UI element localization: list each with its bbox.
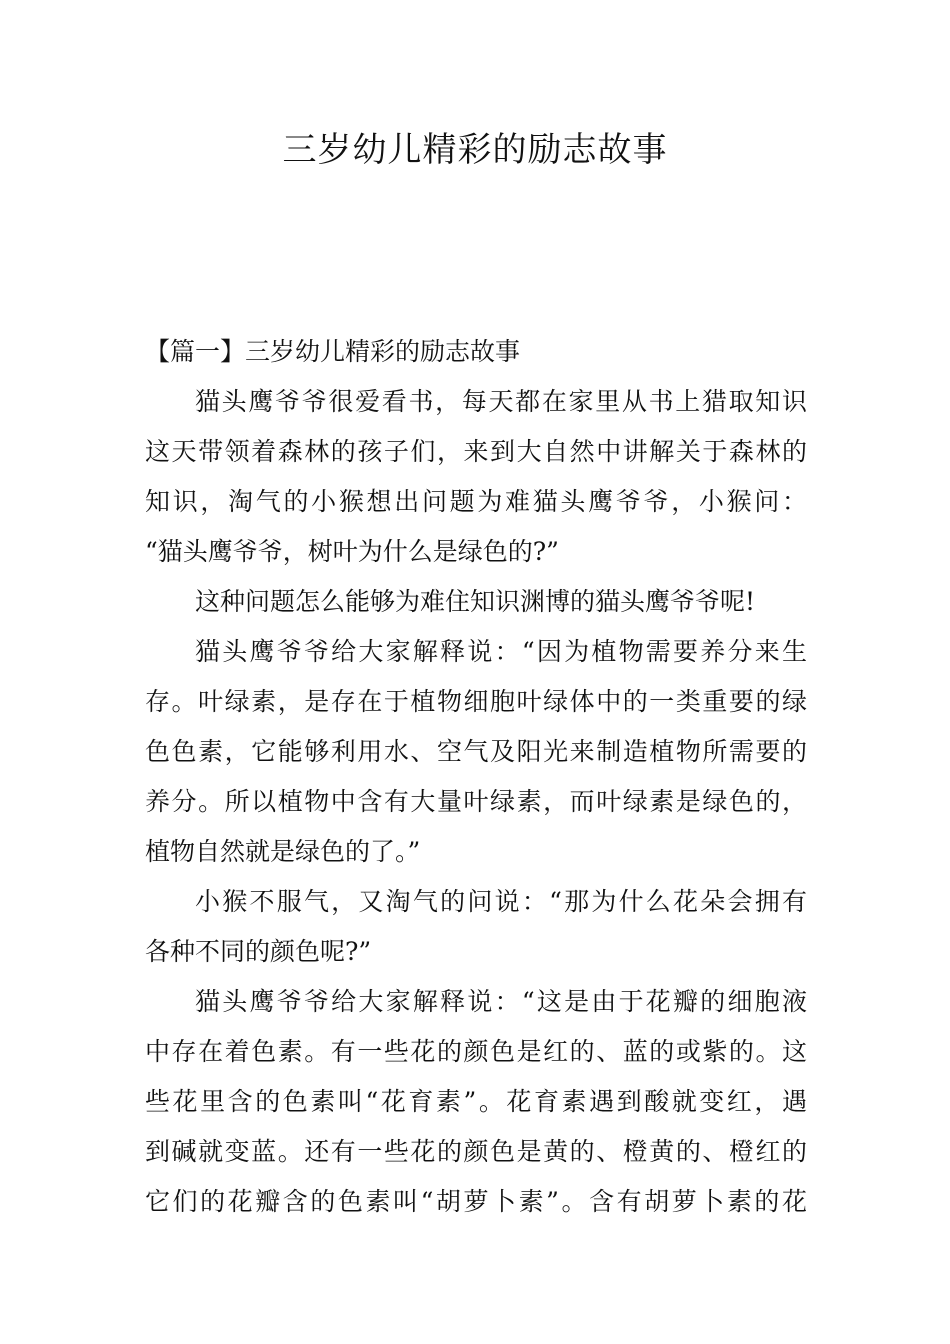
paragraph-line: 猫头鹰爷爷很爱看书，每天都在家里从书上猎取知识	[195, 387, 807, 416]
paragraph-line: “猫头鹰爷爷，树叶为什么是绿色的?”	[145, 537, 559, 566]
paragraph-line: 这天带领着森林的孩子们，来到大自然中讲解关于森林的	[145, 437, 807, 466]
paragraph-line: 到碱就变蓝。还有一些花的颜色是黄的、橙黄的、橙红的	[145, 1137, 807, 1166]
paragraph-line: 存。叶绿素，是存在于植物细胞叶绿体中的一类重要的绿	[145, 687, 807, 716]
paragraph-line: 这种问题怎么能够为难住知识渊博的猫头鹰爷爷呢!	[195, 587, 756, 616]
paragraph-line: 中存在着色素。有一些花的颜色是红的、蓝的或紫的。这	[145, 1037, 807, 1066]
paragraph-line: 养分。所以植物中含有大量叶绿素，而叶绿素是绿色的，	[145, 787, 807, 816]
paragraph-line: 小猴不服气，又淘气的问说：“那为什么花朵会拥有	[195, 887, 807, 916]
section-heading: 【篇一】三岁幼儿精彩的励志故事	[145, 337, 521, 366]
paragraph-line: 各种不同的颜色呢?”	[145, 937, 372, 966]
document-title: 三岁幼儿精彩的励志故事	[282, 130, 668, 170]
paragraph-line: 猫头鹰爷爷给大家解释说：“这是由于花瓣的细胞液	[195, 987, 807, 1016]
paragraph-line: 知识，淘气的小猴想出问题为难猫头鹰爷爷，小猴问：	[145, 487, 807, 516]
paragraph-line: 些花里含的色素叫“花育素”。花育素遇到酸就变红，遇	[145, 1087, 807, 1116]
document-body	[145, 327, 807, 1227]
paragraph-line: 色色素，它能够利用水、空气及阳光来制造植物所需要的	[145, 737, 807, 766]
paragraph-line: 植物自然就是绿色的了。”	[145, 837, 421, 866]
paragraph-line: 它们的花瓣含的色素叫“胡萝卜素”。含有胡萝卜素的花	[145, 1187, 807, 1216]
paragraph-line: 猫头鹰爷爷给大家解释说：“因为植物需要养分来生	[195, 637, 807, 666]
